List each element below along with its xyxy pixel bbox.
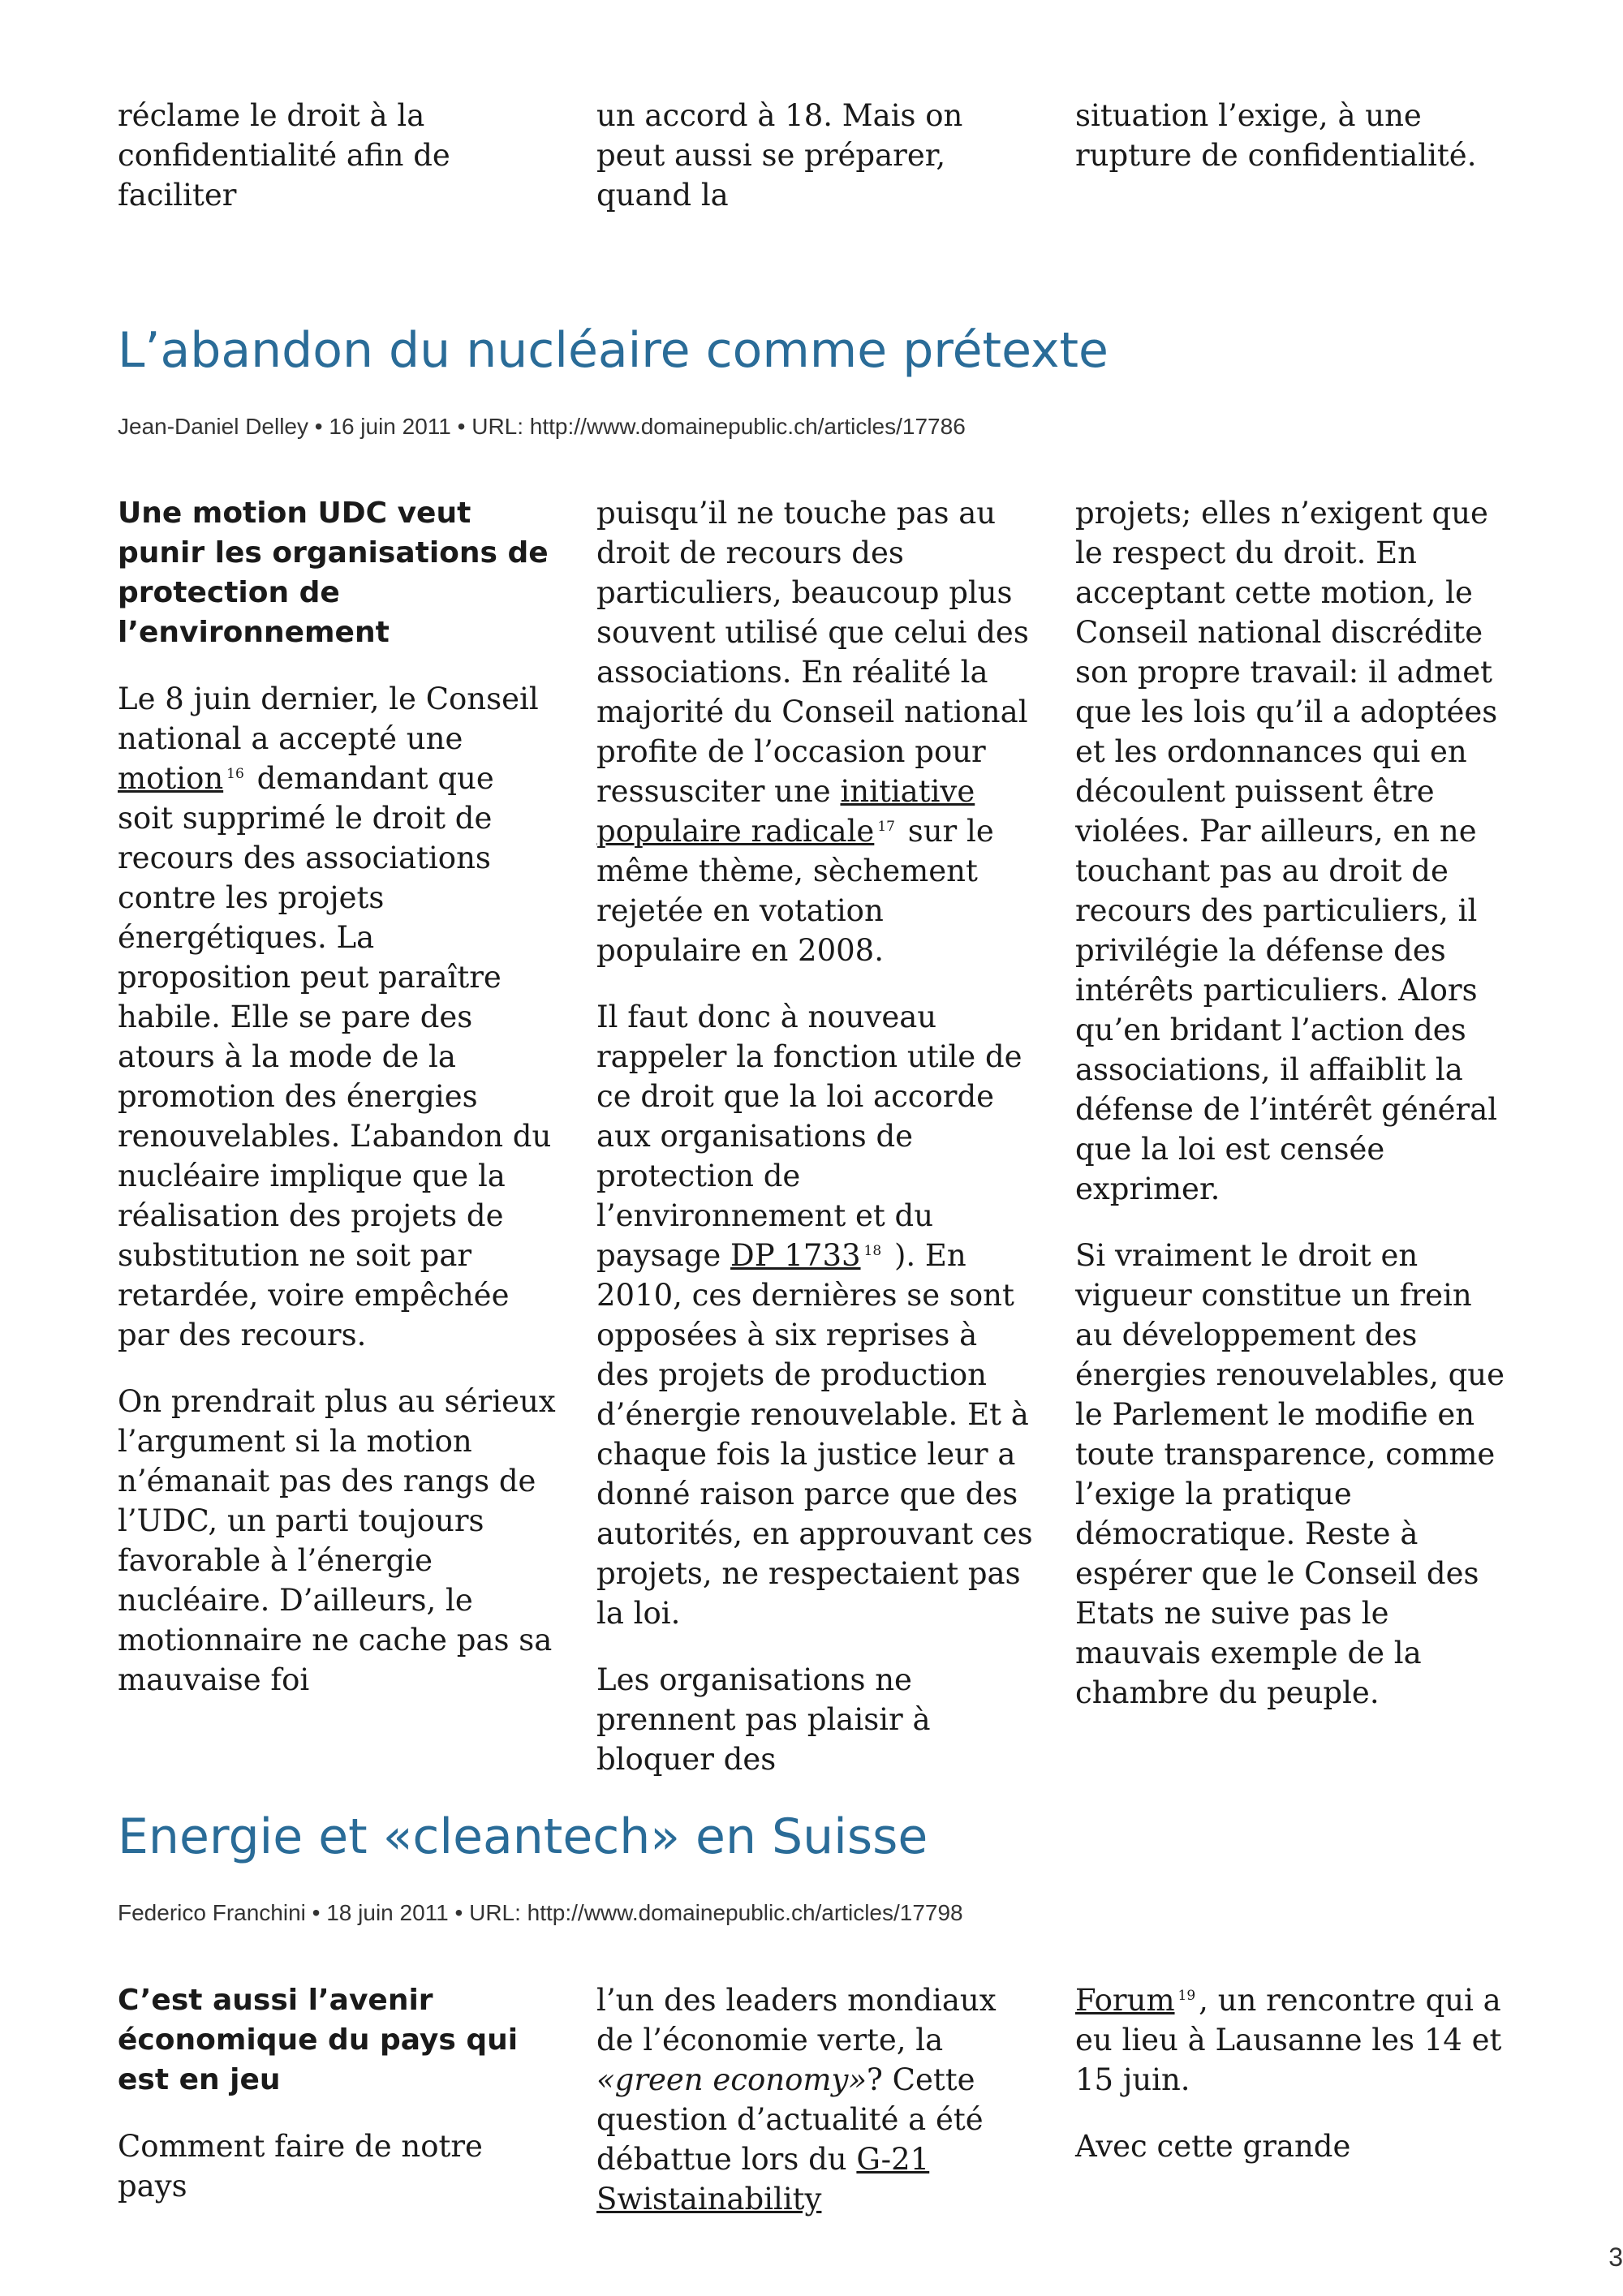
paragraph-text: sur le même thème, sèchement rejetée en votation populaire en 2008. bbox=[596, 814, 994, 968]
article-column-2 bbox=[596, 1980, 1035, 2246]
g21-link[interactable]: G-21 Swistainability bbox=[596, 2142, 930, 2216]
article-meta: Jean-Daniel Delley • 16 juin 2011 • URL: http://www.domainepublic.ch/articles/17786 bbox=[118, 414, 966, 439]
paragraph: Si vraiment le droit en vigueur constitue un frein au développement des énergies renouvelables, que le Parlement le modifie en toute transparence, comme l’exige la pratique démocratique. Reste à espérer que le Conseil des Etats ne suive pas le mauvais exemple de la chambre du peuple. bbox=[1075, 1238, 1505, 1710]
article-lead: C’est aussi l’avenir économique du pays qui est en jeu bbox=[118, 1984, 519, 2096]
continuation-column-3 bbox=[1075, 96, 1513, 242]
paragraph-text: l’un des leaders mondiaux de l’économie verte, la bbox=[596, 1983, 997, 2057]
article-meta: Federico Franchini • 18 juin 2011 • URL: http://www.domainepublic.ch/articles/17798 bbox=[118, 1900, 963, 1925]
continuation-column-2 bbox=[596, 96, 1035, 242]
article-body bbox=[118, 493, 1513, 1806]
article-column-2 bbox=[596, 493, 1035, 1806]
paragraph bbox=[596, 493, 1035, 970]
paragraph-text: Le 8 juin dernier, le Conseil national a accepté une bbox=[118, 681, 539, 756]
emphasis-text: «green economy» bbox=[596, 2062, 867, 2097]
continuation-column-1 bbox=[118, 96, 556, 242]
paragraph-text: , un rencontre qui a eu lieu à Lausanne les 14 et 15 juin. bbox=[1075, 1983, 1502, 2097]
footnote-ref: 17 bbox=[877, 818, 895, 835]
article-column-3 bbox=[1075, 493, 1513, 1806]
page-number: 3 bbox=[1608, 2242, 1623, 2272]
paragraph-text: ). En 2010, ces dernières se sont opposées à six reprises à des projets de production d’énergie renouvelable. Et à chaque fois la justice leur a donné raison parce que des autorités, en approuvant ces projets, ne respectaient pas la loi. bbox=[596, 1238, 1033, 1631]
paragraph bbox=[1075, 1980, 1513, 2100]
paragraph: Comment faire de notre pays bbox=[118, 2129, 483, 2204]
article-body bbox=[118, 1980, 1513, 2246]
forum-link[interactable]: Forum bbox=[1075, 1983, 1175, 2018]
article-column-1 bbox=[118, 1980, 556, 2246]
paragraph bbox=[596, 997, 1035, 1633]
footnote-ref: 19 bbox=[1177, 1987, 1196, 2004]
motion-link[interactable]: motion bbox=[118, 761, 224, 796]
article-column-3 bbox=[1075, 1980, 1513, 2246]
paragraph: situation l’exige, à une rupture de confidentialité. bbox=[1075, 98, 1477, 173]
article-column-1 bbox=[118, 493, 556, 1806]
paragraph-text: Il faut donc à nouveau rappeler la fonction utile de ce droit que la loi accorde aux organisations de protection de l’environnement et du paysage bbox=[596, 1000, 1022, 1273]
footnote-ref: 16 bbox=[226, 765, 244, 782]
paragraph bbox=[118, 679, 556, 1355]
paragraph: un accord à 18. Mais on peut aussi se préparer, quand la bbox=[596, 98, 963, 213]
paragraph: réclame le droit à la confidentialité afin de faciliter bbox=[118, 98, 450, 213]
paragraph bbox=[596, 1980, 1035, 2219]
paragraph: On prendrait plus au sérieux l’argument si la motion n’émanait pas des rangs de l’UDC, un parti toujours favorable à l’énergie nucléaire. D’ailleurs, le motionnaire ne cache pas sa mauvaise foi bbox=[118, 1384, 556, 1697]
paragraph-text: demandant que soit supprimé le droit de recours des associations contre les projets énergétiques. La proposition peut paraître habile. Elle se pare des atours à la mode de la promotion des énergies renouvelables. L’abandon du nucléaire implique que la réalisation des projets de substitution ne soit par retardée, voire empêchée par des recours. bbox=[118, 761, 552, 1352]
paragraph-text: puisqu’il ne touche pas au droit de recours des particuliers, beaucoup plus souvent utilisé que celui des associations. En réalité la majorité du Conseil national profite de l’occasion pour ressusciter une bbox=[596, 496, 1029, 809]
paragraph: Avec cette grande bbox=[1075, 2129, 1351, 2164]
article-title: L’abandon du nucléaire comme prétexte bbox=[118, 322, 1109, 379]
initiative-link[interactable]: initiative populaire radicale bbox=[596, 774, 975, 849]
paragraph: Les organisations ne prennent pas plaisir à bloquer des bbox=[596, 1662, 931, 1777]
article-lead: Une motion UDC veut punir les organisations de protection de l’environnement bbox=[118, 497, 549, 649]
dp-1733-link[interactable]: DP 1733 bbox=[730, 1238, 861, 1273]
paragraph: projets; elles n’exigent que le respect du droit. En acceptant cette motion, le Conseil national discrédite son propre travail: il admet que les lois qu’il a adoptées et les ordonnances qui en découlent puissent être violées. Par ailleurs, en ne touchant pas au droit de recours des particuliers, il privilégie la défense des intérêts particuliers. Alors qu’en bridant l’action des associations, il affaiblit la défense de l’intérêt général que la loi est censée exprimer. bbox=[1075, 496, 1498, 1206]
previous-article-continuation bbox=[118, 96, 1513, 242]
paragraph-text: ? Cette question d’actualité a été débattue lors du bbox=[596, 2062, 984, 2177]
article-title: Energie et «cleantech» en Suisse bbox=[118, 1808, 928, 1865]
footnote-ref: 18 bbox=[863, 1242, 882, 1259]
